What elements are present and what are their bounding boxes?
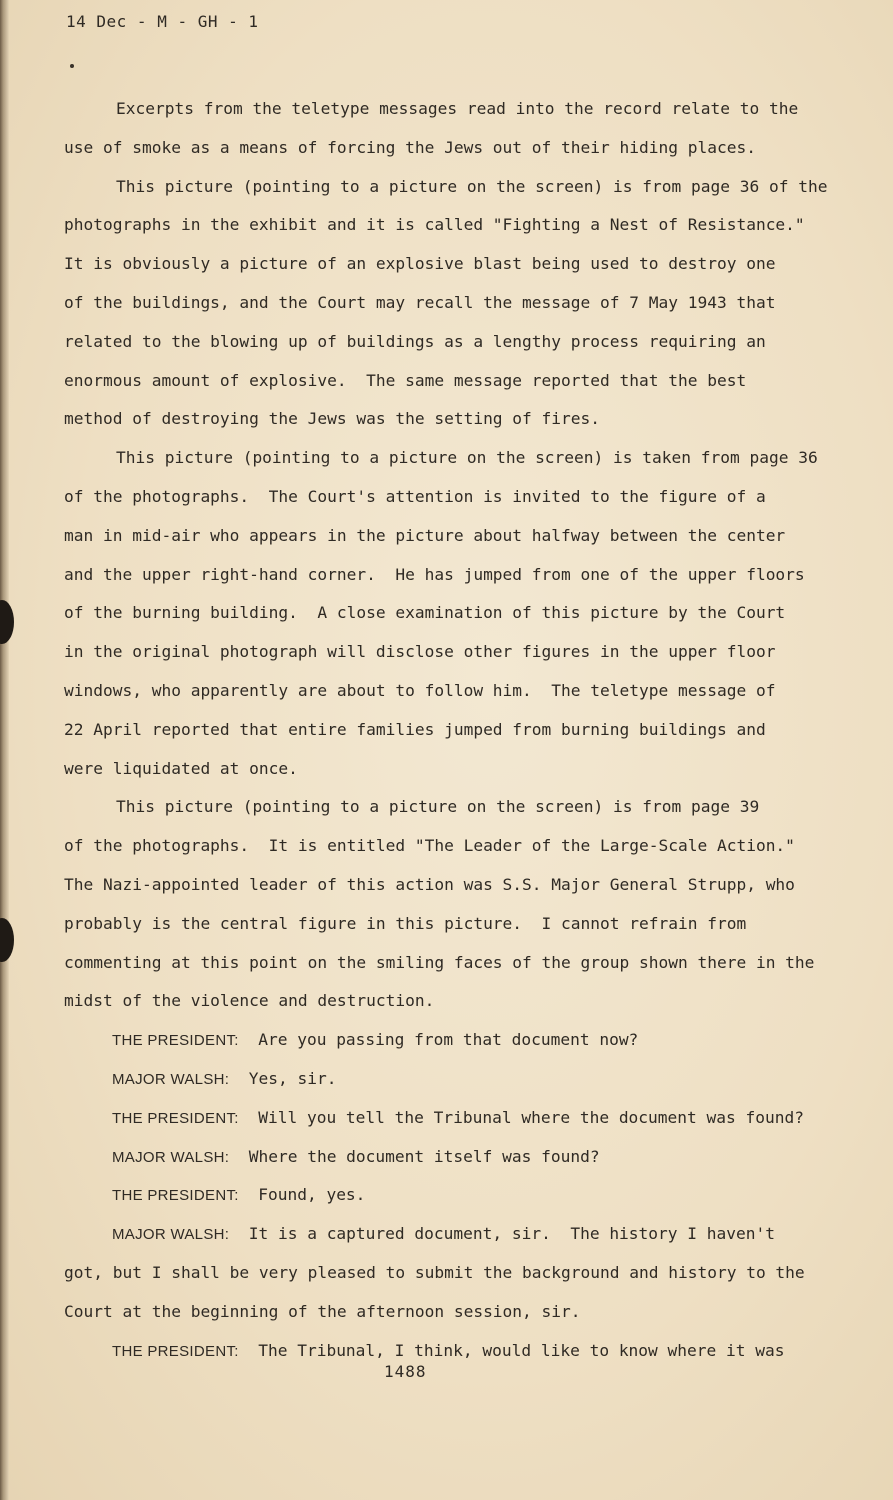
transcript-line: [64, 1254, 834, 1293]
line-text: of the photographs. It is entitled "The Leader of the Large-Scale Action.": [64, 836, 795, 856]
transcript-line: [64, 788, 834, 827]
dialogue-line: [64, 1138, 834, 1177]
transcript-line: [64, 633, 834, 672]
line-text: of the photographs. The Court's attention is invited to the figure of a: [64, 486, 766, 506]
line-text: The Nazi-appointed leader of this action was S.S. Major General Strupp, who: [64, 874, 795, 894]
line-text: use of smoke as a means of forcing the Jews out of their hiding places.: [64, 137, 756, 157]
transcript-line: [64, 362, 834, 401]
transcript-line: [64, 168, 834, 207]
transcript-line: [64, 400, 834, 439]
transcript-line: [64, 944, 834, 983]
line-text: It is obviously a picture of an explosive blast being used to destroy one: [64, 254, 776, 274]
dialogue-line: [64, 1099, 834, 1138]
dialogue-line: [64, 1021, 834, 1060]
line-text: related to the blowing up of buildings as a lengthy process requiring an: [64, 331, 766, 351]
line-text: Where the document itself was found?: [229, 1146, 600, 1166]
line-text: enormous amount of explosive. The same message reported that the best: [64, 370, 747, 390]
line-text: Yes, sir.: [229, 1068, 337, 1088]
speaker-label: MAJOR WALSH:: [112, 1226, 230, 1244]
line-text: This picture (pointing to a picture on the screen) is from page 39: [116, 797, 760, 817]
line-text: This picture (pointing to a picture on the screen) is taken from page 36: [116, 448, 818, 468]
binder-hole-lower: [0, 918, 14, 962]
speaker-label: MAJOR WALSH:: [112, 1148, 230, 1166]
transcript-line: [64, 827, 834, 866]
line-text: method of destroying the Jews was the setting of fires.: [64, 409, 601, 429]
transcript-body: [64, 90, 834, 1370]
line-text: of the burning building. A close examination of this picture by the Court: [64, 603, 786, 623]
transcript-line: [64, 129, 834, 168]
transcript-line: [64, 478, 834, 517]
dialogue-line: [64, 1060, 834, 1099]
line-text: man in mid-air who appears in the picture about halfway between the center: [64, 525, 786, 545]
line-text: The Tribunal, I think, would like to know where it was: [238, 1340, 785, 1360]
speaker-label: THE PRESIDENT:: [112, 1187, 239, 1205]
line-text: probably is the central figure in this picture. I cannot refrain from: [64, 913, 747, 933]
transcript-line: [64, 323, 834, 362]
line-text: photographs in the exhibit and it is called "Fighting a Nest of Resistance.": [64, 215, 805, 235]
transcript-line: [64, 284, 834, 323]
binder-hole-upper: [0, 600, 14, 644]
dialogue-line: [64, 1332, 834, 1371]
transcript-line: [64, 711, 834, 750]
transcript-line: [64, 672, 834, 711]
line-text: Court at the beginning of the afternoon session, sir.: [64, 1301, 581, 1321]
line-text: in the original photograph will disclose other figures in the upper floor: [64, 642, 776, 662]
speaker-label: THE PRESIDENT:: [112, 1109, 239, 1127]
page-left-edge: [0, 0, 9, 1500]
page-header: 14 Dec - M - GH - 1: [66, 12, 259, 31]
line-text: midst of the violence and destruction.: [64, 991, 435, 1011]
speaker-label: THE PRESIDENT:: [112, 1342, 239, 1360]
transcript-line: [64, 982, 834, 1021]
line-text: 22 April reported that entire families jumped from burning buildings and: [64, 719, 766, 739]
page-number: 1488: [384, 1362, 427, 1381]
ink-speck: [70, 64, 74, 68]
line-text: got, but I shall be very pleased to submit the background and history to the: [64, 1262, 805, 1282]
transcript-line: [64, 866, 834, 905]
line-text: of the buildings, and the Court may recall the message of 7 May 1943 that: [64, 292, 776, 312]
transcript-line: [64, 206, 834, 245]
transcript-line: [64, 517, 834, 556]
transcript-line: [64, 245, 834, 284]
transcript-line: [64, 556, 834, 595]
speaker-label: THE PRESIDENT:: [112, 1032, 239, 1050]
transcript-line: [64, 1293, 834, 1332]
line-text: It is a captured document, sir. The history I haven't: [229, 1224, 775, 1244]
dialogue-line: [64, 1176, 834, 1215]
transcript-line: [64, 90, 834, 129]
transcript-line: [64, 439, 834, 478]
line-text: Found, yes.: [238, 1185, 366, 1205]
line-text: were liquidated at once.: [64, 758, 298, 778]
transcript-line: [64, 594, 834, 633]
line-text: This picture (pointing to a picture on the screen) is from page 36 of the: [116, 176, 828, 196]
transcript-line: [64, 905, 834, 944]
speaker-label: MAJOR WALSH:: [112, 1070, 230, 1088]
dialogue-line: [64, 1215, 834, 1254]
line-text: and the upper right-hand corner. He has jumped from one of the upper floors: [64, 564, 805, 584]
line-text: Will you tell the Tribunal where the document was found?: [238, 1107, 804, 1127]
line-text: commenting at this point on the smiling faces of the group shown there in the: [64, 952, 815, 972]
line-text: Excerpts from the teletype messages read into the record relate to the: [116, 99, 799, 118]
line-text: windows, who apparently are about to follow him. The teletype message of: [64, 680, 776, 700]
transcript-line: [64, 750, 834, 789]
line-text: Are you passing from that document now?: [238, 1030, 639, 1050]
